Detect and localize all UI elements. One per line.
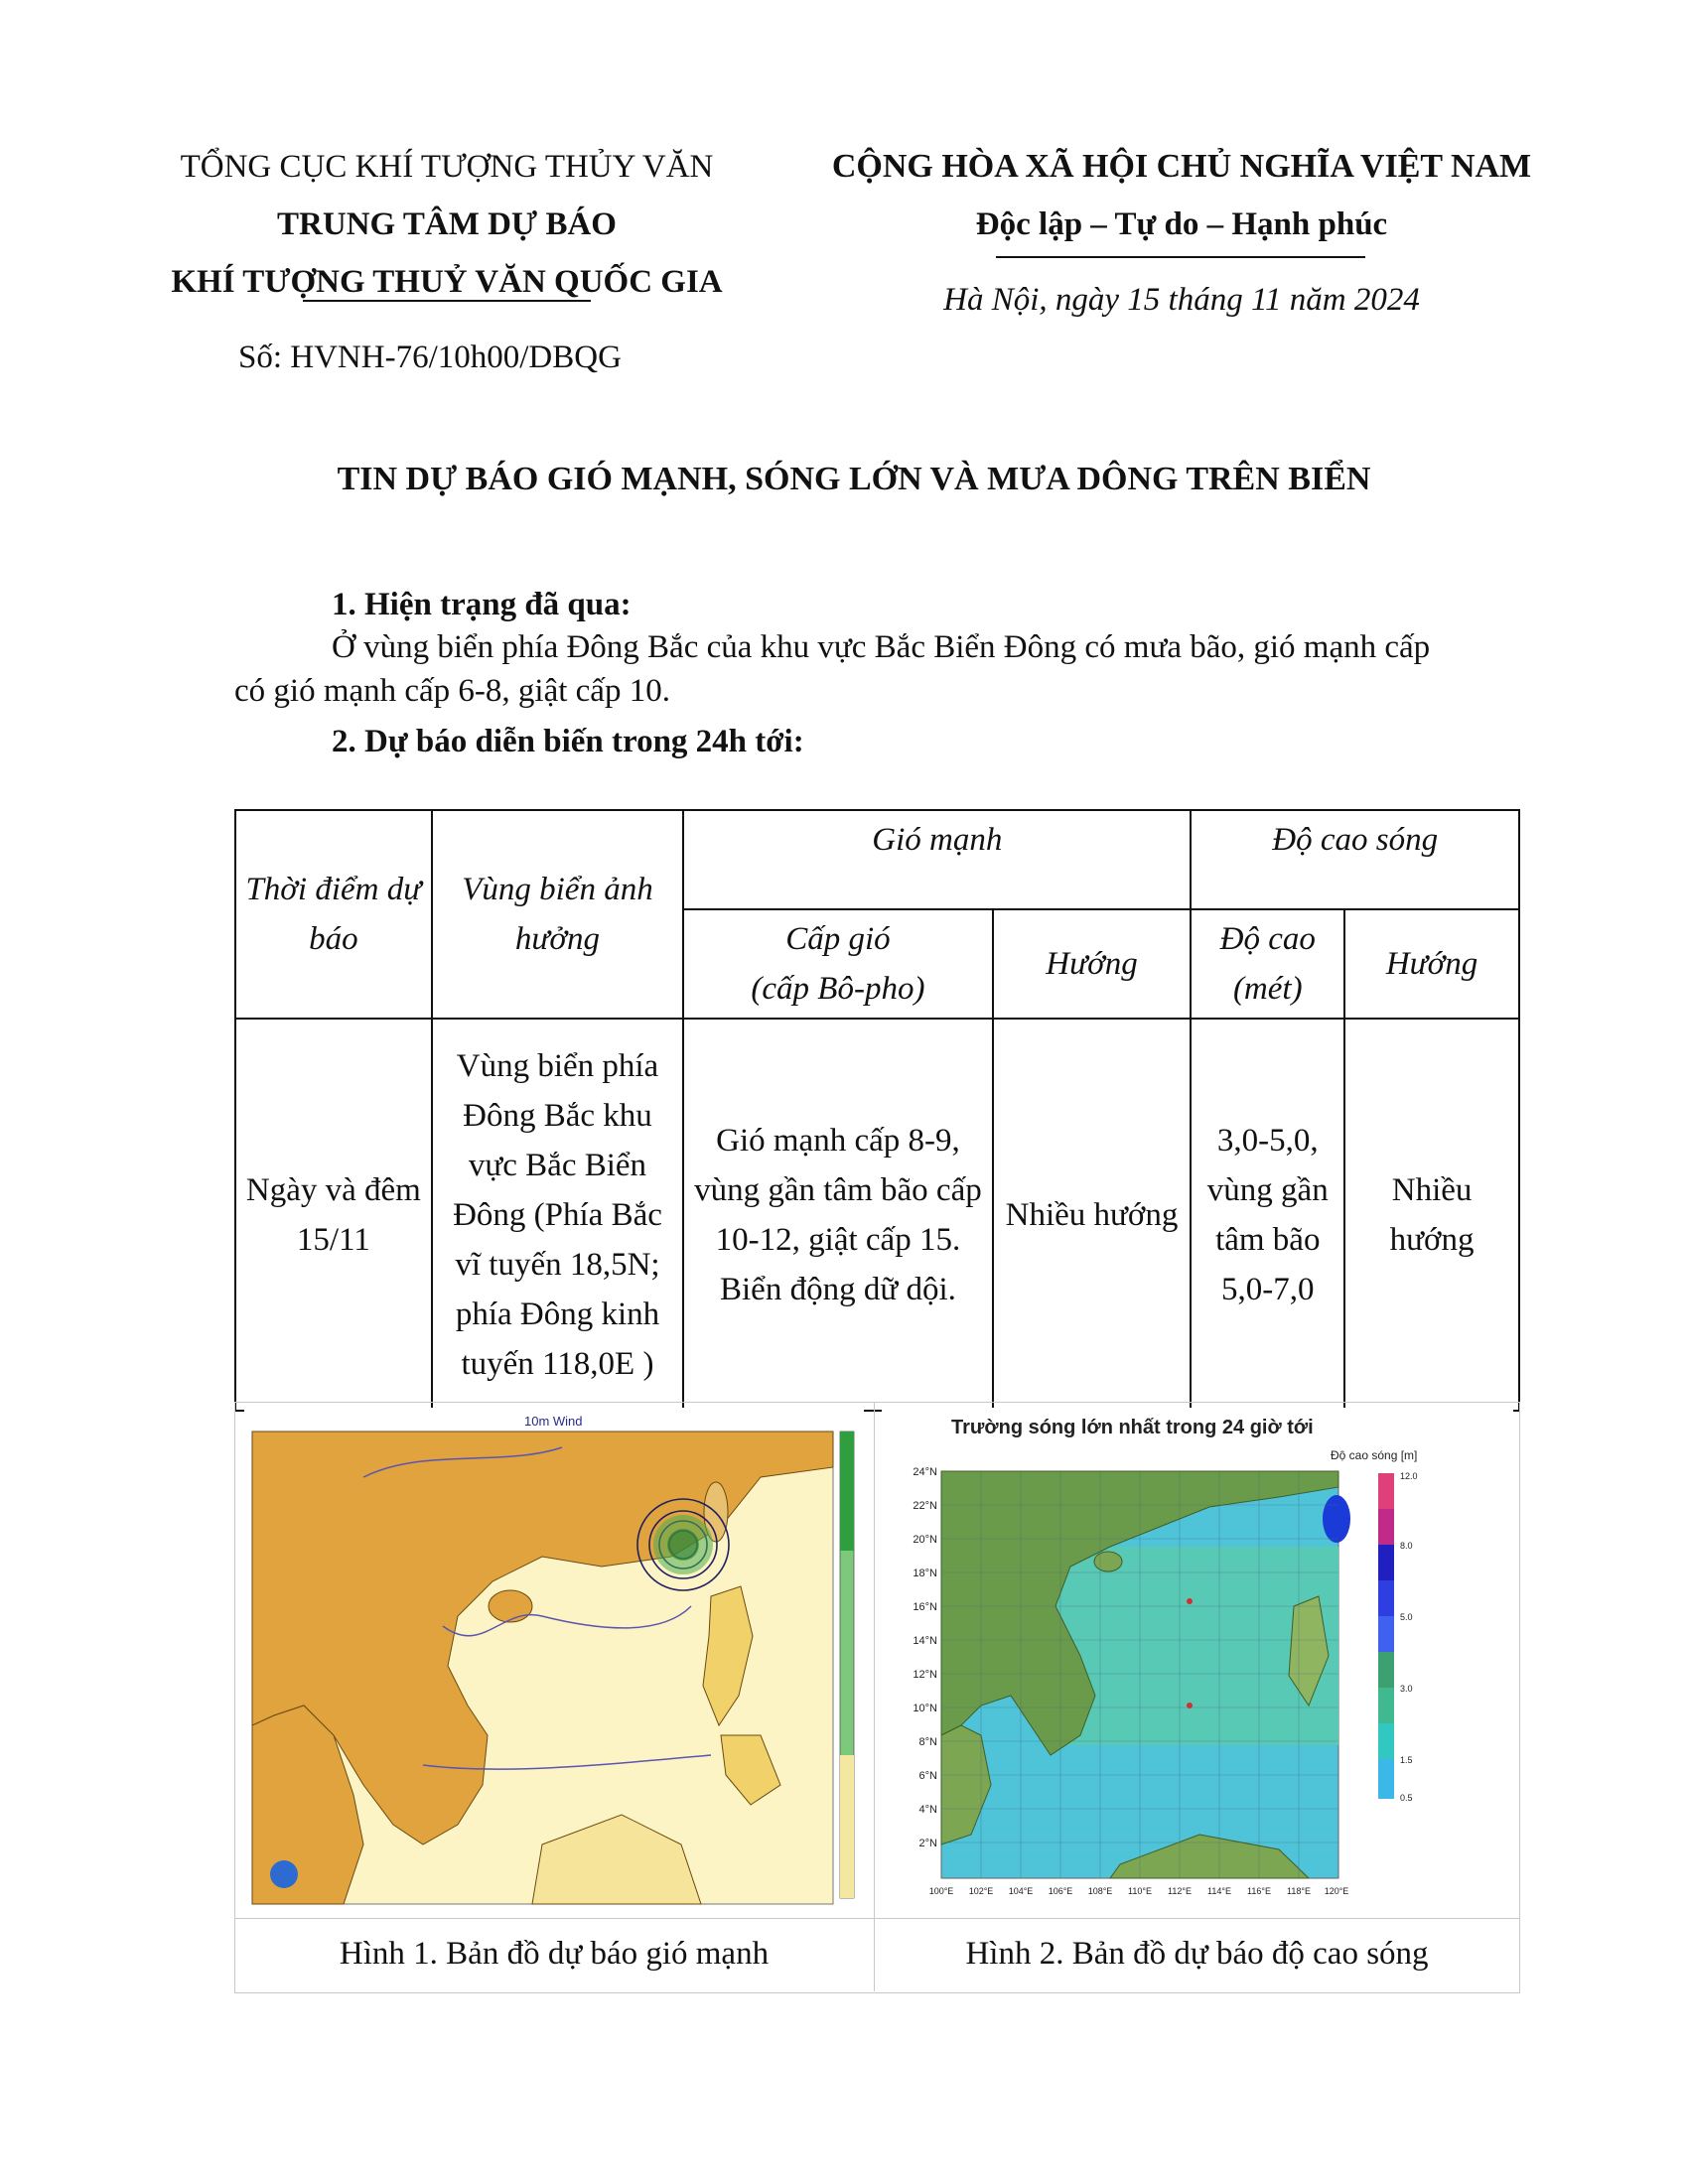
- cell-wave-direction: Nhiều hướng: [1344, 1019, 1519, 1411]
- wave-legend-title: Độ cao sóng [m]: [1331, 1448, 1418, 1462]
- svg-text:102°E: 102°E: [968, 1886, 994, 1896]
- svg-text:118°E: 118°E: [1287, 1886, 1311, 1896]
- svg-text:5.0: 5.0: [1400, 1612, 1413, 1622]
- header-affected-area: Vùng biển ảnh hưởng: [432, 810, 684, 1019]
- figure-divider-horizontal: [234, 1918, 1519, 1919]
- cell-wind-direction: Nhiều hướng: [993, 1019, 1192, 1411]
- svg-text:6°N: 6°N: [918, 1770, 937, 1782]
- header-wind-level-line1: Cấp gió: [785, 921, 891, 957]
- header-wave-height-line1: Độ cao: [1219, 921, 1316, 957]
- cell-time: Ngày và đêm 15/11: [235, 1019, 432, 1411]
- header-underline-right: [996, 256, 1365, 258]
- svg-text:4°N: 4°N: [918, 1804, 937, 1816]
- table-row: [235, 1019, 1519, 1411]
- marker-spratly-icon: [1187, 1703, 1193, 1708]
- document-title: TIN DỰ BÁO GIÓ MẠNH, SÓNG LỚN VÀ MƯA DÔNG TRÊN BIỂN: [337, 461, 1371, 497]
- svg-text:120°E: 120°E: [1324, 1886, 1349, 1896]
- svg-text:108°E: 108°E: [1087, 1886, 1113, 1896]
- agency-name: TỔNG CỤC KHÍ TƯỢNG THỦY VĂN: [180, 149, 714, 185]
- svg-text:20°N: 20°N: [913, 1534, 937, 1546]
- svg-text:12°N: 12°N: [913, 1669, 937, 1681]
- country-name: CỘNG HÒA XÃ HỘI CHỦ NGHĨA VIỆT NAM: [831, 148, 1532, 185]
- svg-text:114°E: 114°E: [1207, 1886, 1231, 1896]
- svg-text:24°N: 24°N: [913, 1466, 937, 1478]
- header-wind-direction: Hướng: [993, 909, 1192, 1019]
- header-wave-height-m: [1191, 909, 1344, 1019]
- header-wave-direction: Hướng: [1344, 909, 1519, 1019]
- svg-text:0.5: 0.5: [1400, 1793, 1413, 1803]
- svg-text:18°N: 18°N: [913, 1568, 937, 1579]
- cell-wave-height: 3,0-5,0, vùng gần tâm bão 5,0-7,0: [1191, 1019, 1344, 1411]
- section-2-heading: 2. Dự báo diễn biến trong 24h tới:: [332, 724, 804, 759]
- wind-map-title: 10m Wind: [524, 1414, 583, 1429]
- svg-text:112°E: 112°E: [1168, 1886, 1192, 1896]
- wind-forecast-map: [244, 1408, 864, 1912]
- issue-date: Hà Nội, ngày 15 tháng 11 năm 2024: [943, 282, 1420, 318]
- cell-area: Vùng biển phía Đông Bắc khu vực Bắc Biển Đông (Phía Bắc vĩ tuyến 18,5N; phía Đông kinh tuyến 118,0E ): [432, 1019, 684, 1411]
- national-motto: Độc lập – Tự do – Hạnh phúc: [975, 206, 1388, 242]
- svg-text:8°N: 8°N: [918, 1736, 937, 1748]
- svg-text:10°N: 10°N: [913, 1703, 937, 1714]
- marker-paracel-icon: [1187, 1598, 1193, 1604]
- svg-text:110°E: 110°E: [1128, 1886, 1152, 1896]
- header-strong-wind: Gió mạnh: [683, 810, 1191, 909]
- svg-text:14°N: 14°N: [913, 1635, 937, 1647]
- document-number: Số: HVNH-76/10h00/DBQG: [238, 340, 622, 375]
- svg-text:104°E: 104°E: [1008, 1886, 1034, 1896]
- header-underline-left: [303, 300, 591, 302]
- header-forecast-time: Thời điểm dự báo: [235, 810, 432, 1019]
- figure-divider-vertical: [874, 1402, 875, 1991]
- agency-center: TRUNG TÂM DỰ BÁO: [277, 206, 617, 242]
- header-wind-level: [683, 909, 992, 1019]
- figure-2-caption: Hình 2. Bản đồ dự báo độ cao sóng: [965, 1936, 1429, 1972]
- section-1-heading: 1. Hiện trạng đã qua:: [332, 587, 632, 622]
- svg-text:3.0: 3.0: [1400, 1684, 1413, 1694]
- svg-text:22°N: 22°N: [913, 1500, 937, 1512]
- svg-text:106°E: 106°E: [1048, 1886, 1073, 1896]
- section-1-text-line1: Ở vùng biển phía Đông Bắc của khu vực Bắc Biển Đông có mưa bão, gió mạnh cấp: [332, 629, 1431, 665]
- svg-text:1.5: 1.5: [1400, 1755, 1413, 1765]
- forecast-table: [234, 809, 1520, 1412]
- section-1-text-line2: có gió mạnh cấp 6-8, giật cấp 10.: [234, 673, 670, 709]
- header-wave-height: Độ cao sóng: [1191, 810, 1519, 909]
- svg-text:116°E: 116°E: [1247, 1886, 1271, 1896]
- wave-map-title: Trường sóng lớn nhất trong 24 giờ tới: [951, 1417, 1314, 1438]
- wave-forecast-map: [882, 1408, 1513, 1912]
- header-wave-height-line2: (mét): [1232, 971, 1303, 1007]
- svg-text:2°N: 2°N: [918, 1838, 937, 1849]
- agency-logo-icon: [270, 1860, 298, 1888]
- cell-wind-level: Gió mạnh cấp 8-9, vùng gần tâm bão cấp 10-12, giật cấp 15. Biển động dữ dội.: [683, 1019, 992, 1411]
- svg-text:16°N: 16°N: [913, 1601, 937, 1613]
- header-wind-level-line2: (cấp Bô-pho): [751, 971, 925, 1007]
- svg-text:8.0: 8.0: [1400, 1541, 1413, 1551]
- svg-text:12.0: 12.0: [1400, 1471, 1418, 1481]
- agency-center-full: KHÍ TƯỢNG THUỶ VĂN QUỐC GIA: [171, 264, 723, 300]
- svg-text:100°E: 100°E: [928, 1886, 954, 1896]
- figure-1-caption: Hình 1. Bản đồ dự báo gió mạnh: [339, 1936, 770, 1972]
